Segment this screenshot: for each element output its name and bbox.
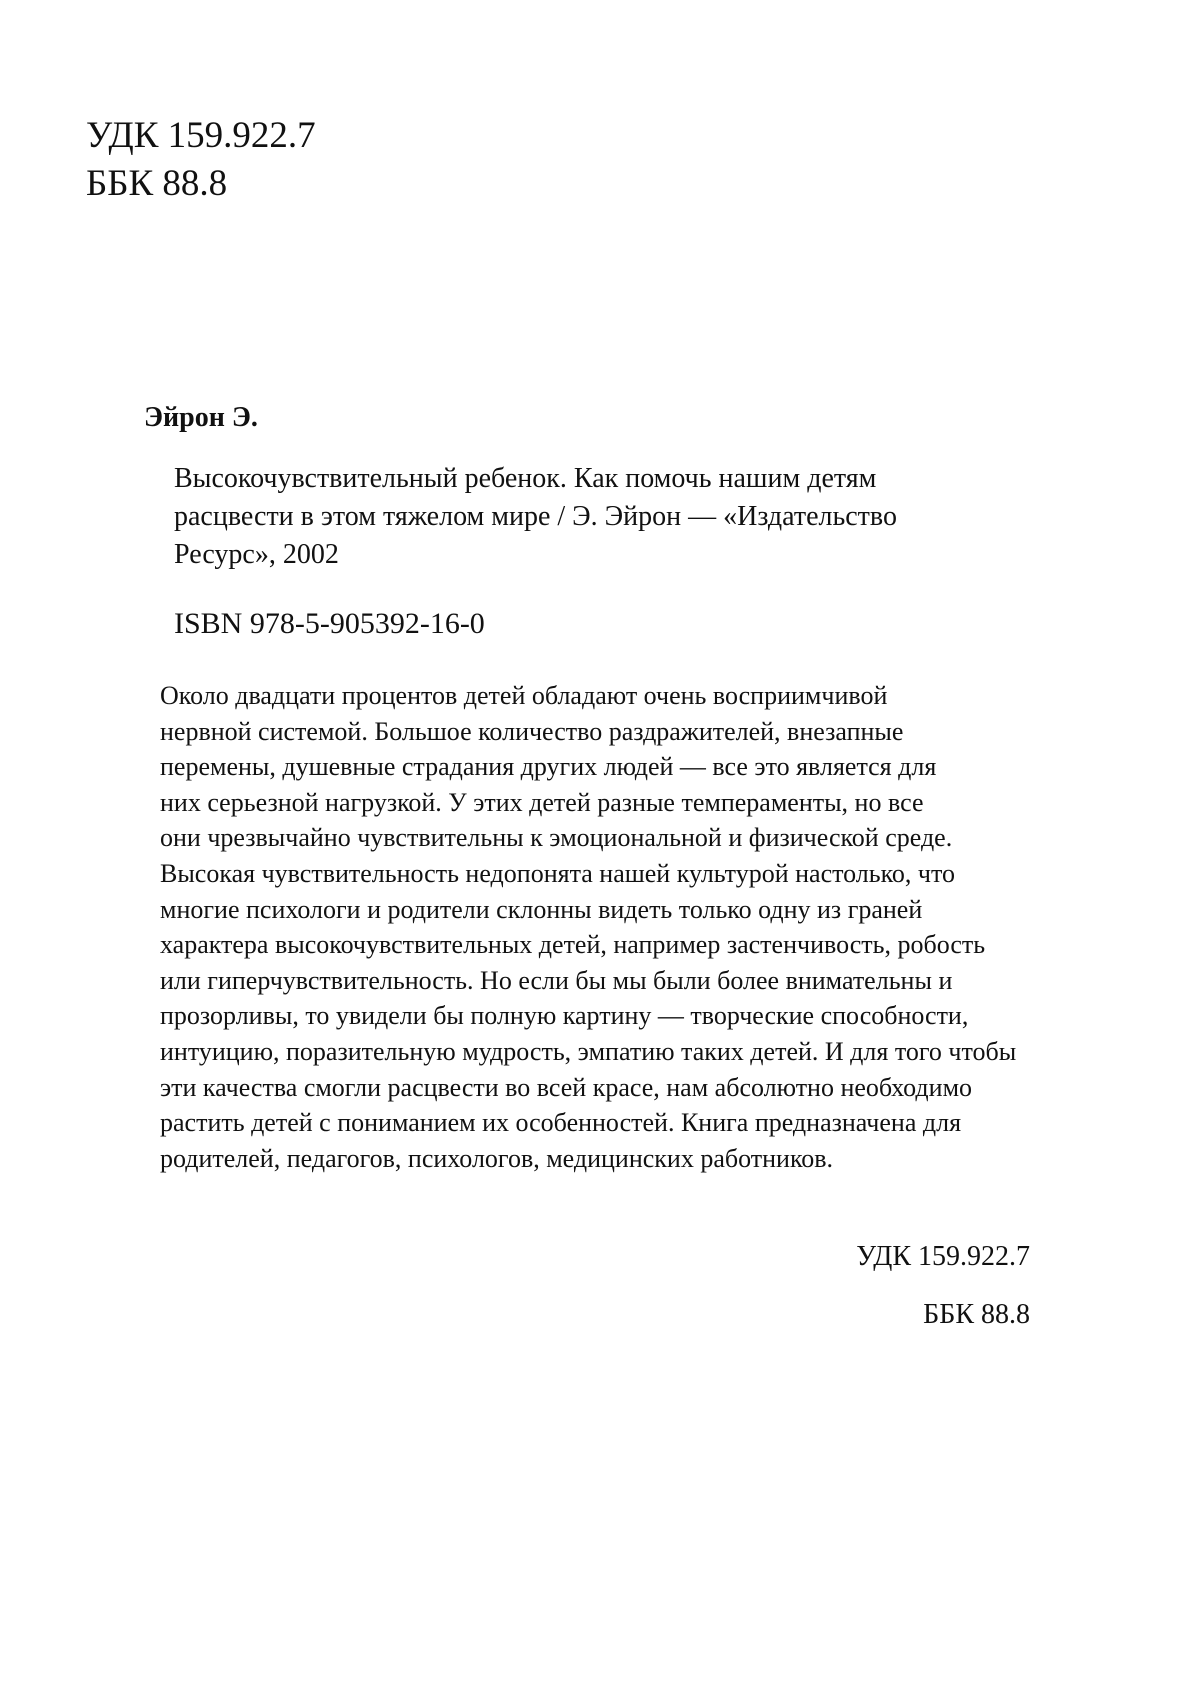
- bibliographic-citation: [174, 460, 1054, 574]
- annotation-line: родителей, педагогов, психологов, медицинских работников.: [160, 1143, 834, 1173]
- udk-code: УДК 159.922.7: [86, 115, 316, 156]
- annotation-line: нервной системой. Большое количество раздражителей, внезапные: [160, 716, 904, 746]
- annotation-line: Около двадцати процентов детей обладают очень восприимчивой: [160, 681, 888, 710]
- footer-udk-code: УДК 159.922.7: [856, 1241, 1030, 1272]
- annotation-line: многие психологи и родители склонны видеть только одну из граней: [160, 894, 923, 924]
- book-annotation: [160, 678, 1120, 1176]
- annotation-line: них серьезной нагрузкой. У этих детей разные темпераменты, но все: [160, 787, 924, 817]
- annotation-line: перемены, душевные страдания других людей — все это является для: [160, 752, 937, 782]
- annotation-line: Высокая чувствительность недопонята нашей культурой настолько, что: [160, 858, 956, 888]
- footer-bbk-code: ББК 88.8: [923, 1299, 1030, 1330]
- citation-line: Высокочувствительный ребенок. Как помочь нашим детям: [174, 463, 877, 494]
- annotation-line: растить детей с пониманием их особенностей. Книга предназначена для: [160, 1108, 962, 1138]
- classification-footer: [856, 1228, 1030, 1344]
- isbn-number: ISBN 978-5-905392-16-0: [174, 607, 485, 640]
- annotation-line: интуицию, поразительную мудрость, эмпатию таких детей. И для того чтобы: [160, 1036, 1017, 1066]
- annotation-line: или гиперчувствительность. Но если бы мы были более внимательны и: [160, 965, 953, 995]
- annotation-line: прозорливы, то увидели бы полную картину — творческие способности,: [160, 1001, 969, 1031]
- annotation-line: эти качества смогли расцвести во всей красе, нам абсолютно необходимо: [160, 1072, 973, 1102]
- annotation-line: они чрезвычайно чувствительны к эмоциональной и физической среде.: [160, 823, 953, 853]
- classification-header: [86, 112, 316, 208]
- citation-line: Ресурс», 2002: [174, 539, 339, 570]
- author-name: Эйрон Э.: [144, 402, 258, 433]
- citation-line: расцвести в этом тяжелом мире / Э. Эйрон — «Издательство: [174, 501, 897, 532]
- annotation-line: характера высокочувствительных детей, например застенчивость, робость: [160, 930, 986, 960]
- bbk-code: ББК 88.8: [86, 163, 228, 204]
